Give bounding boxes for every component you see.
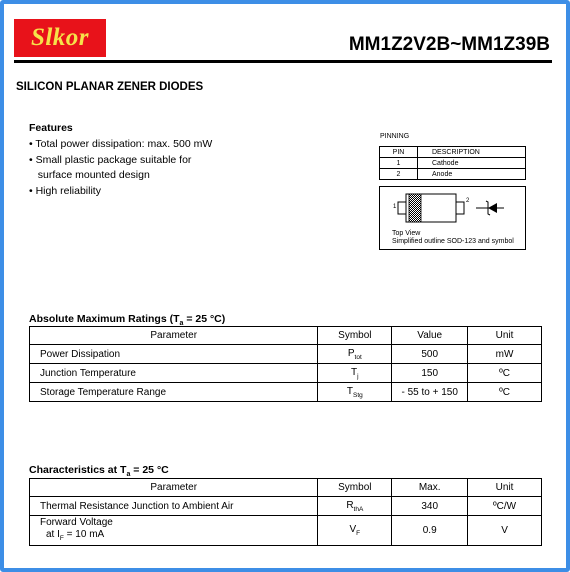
title-text: Absolute Maximum Ratings (T — [29, 313, 180, 325]
pinning-label: PINNING — [380, 133, 410, 140]
table-row — [380, 158, 526, 169]
title-text: Characteristics at T — [29, 464, 127, 476]
cathode-lead — [398, 202, 406, 214]
abs-max-table — [29, 326, 542, 402]
value-cell: 150 — [392, 364, 468, 383]
anode-lead — [456, 202, 464, 214]
table-header-row — [30, 479, 542, 497]
title-text: = 25 °C) — [183, 313, 226, 325]
table-row — [30, 383, 542, 402]
value-cell: 0.9 — [392, 516, 468, 546]
condition-subscript: F — [59, 534, 64, 542]
pin-number: 1 — [380, 158, 418, 169]
value-cell: 340 — [392, 497, 468, 516]
unit-cell: V — [468, 516, 542, 546]
features-list — [29, 137, 212, 199]
symbol-text: P — [347, 347, 355, 359]
column-header: Parameter — [30, 327, 318, 345]
pin-header: PIN — [380, 147, 418, 158]
symbol-subscript: j — [357, 372, 359, 380]
parameter-condition — [40, 529, 317, 545]
characteristics-title — [29, 464, 169, 478]
value-cell: 500 — [392, 345, 468, 364]
caption-line: Top View — [392, 230, 421, 237]
symbol-text: V — [349, 524, 357, 535]
parameter-cell — [30, 516, 318, 546]
features-heading: Features — [29, 122, 73, 134]
header-divider — [14, 60, 552, 63]
title-text: = 25 °C — [130, 464, 169, 476]
table-row — [30, 497, 542, 516]
symbol-cell — [318, 383, 392, 402]
pin-description: Cathode — [418, 158, 526, 169]
symbol-subscript: tot — [354, 353, 362, 361]
table-row — [380, 169, 526, 180]
symbol-subscript: Stg — [353, 391, 363, 399]
symbol-cell — [318, 497, 392, 516]
symbol-subscript: F — [356, 530, 361, 537]
caption-line: Simplified outline SOD-123 and symbol — [392, 238, 514, 245]
table-row — [30, 364, 542, 383]
symbol-text: R — [346, 499, 354, 511]
package-outline — [379, 186, 526, 250]
column-header: Symbol — [318, 327, 392, 345]
parameter-cell: Power Dissipation — [30, 345, 318, 364]
unit-cell: ºC — [468, 364, 542, 383]
table-header-row — [380, 147, 526, 158]
document-subtitle: SILICON PLANAR ZENER DIODES — [16, 81, 204, 93]
pin-mark-1: 1 — [393, 204, 397, 210]
unit-cell: ºC/W — [468, 497, 542, 516]
parameter-cell: Thermal Resistance Junction to Ambient Air — [30, 497, 318, 516]
cathode-band — [409, 194, 421, 222]
table-row — [30, 345, 542, 364]
symbol-subscript: thA — [353, 505, 364, 513]
outline-caption — [392, 230, 514, 246]
parameter-cell: Storage Temperature Range — [30, 383, 318, 402]
column-header: Symbol — [318, 479, 392, 497]
column-header: Value — [392, 327, 468, 345]
column-header: Unit — [468, 327, 542, 345]
column-header: Unit — [468, 479, 542, 497]
title-subscript: a — [126, 471, 131, 479]
symbol-cell — [318, 364, 392, 383]
pin-number: 2 — [380, 169, 418, 180]
feature-item: surface mounted design — [29, 169, 150, 181]
pin-mark-2: 2 — [466, 198, 470, 204]
feature-item: • High reliability — [29, 184, 101, 197]
feature-item: • Total power dissipation: max. 500 mW — [29, 138, 213, 150]
symbol-text: T — [346, 385, 353, 397]
brand-logo — [14, 19, 106, 57]
part-number-range: MM1Z2V2B~MM1Z39B — [348, 34, 550, 55]
column-header: Max. — [392, 479, 468, 497]
condition-text: = 10 mA — [63, 528, 105, 540]
table-header-row — [30, 327, 542, 345]
unit-cell: mW — [468, 345, 542, 364]
condition-text: at I — [46, 528, 60, 540]
parameter-line: Forward Voltage — [40, 516, 113, 528]
feature-item: • Small plastic package suitable for — [29, 153, 192, 166]
symbol-cell — [318, 345, 392, 364]
value-cell: - 55 to + 150 — [392, 383, 468, 402]
table-row — [30, 516, 542, 546]
characteristics-table — [29, 478, 542, 546]
abs-max-title — [29, 313, 225, 327]
zener-diode-symbol-icon — [476, 201, 504, 215]
symbol-text: T — [351, 366, 358, 378]
symbol-cell — [318, 516, 392, 546]
logo-text: Slkor — [30, 24, 90, 51]
pinning-table — [379, 146, 526, 180]
description-header: DESCRIPTION — [418, 147, 526, 158]
parameter-cell: Junction Temperature — [30, 364, 318, 383]
unit-cell: ºC — [468, 383, 542, 402]
pin-description: Anode — [418, 169, 526, 180]
column-header: Parameter — [30, 479, 318, 497]
title-subscript: a — [179, 320, 184, 328]
